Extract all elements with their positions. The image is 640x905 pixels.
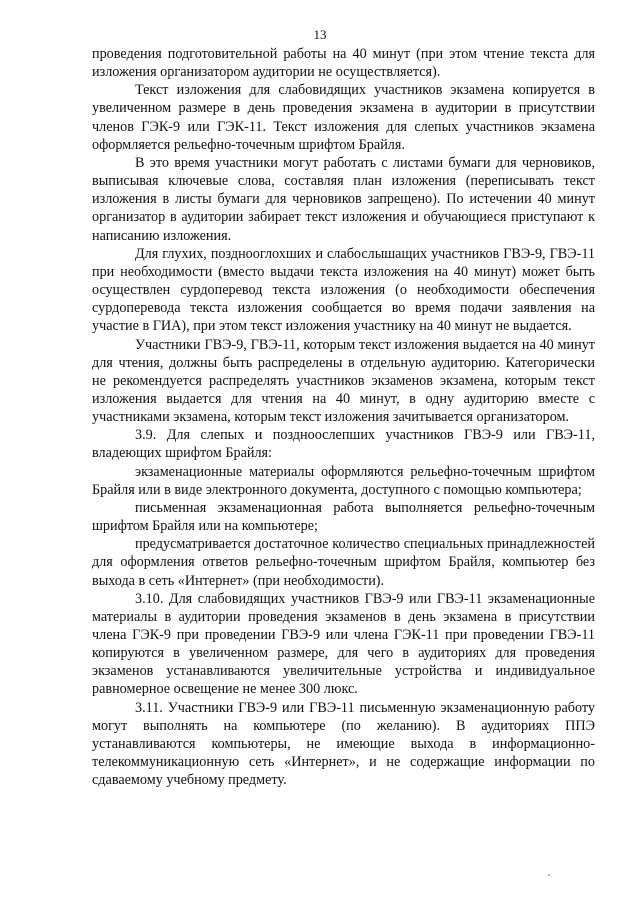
paragraph-copy-text-for-visually-impaired: Текст изложения для слабовидящих участников экзамена копируется в увеличенном размере в день проведения экзамена в аудитории в присутствии членов ГЭК-9 или ГЭК-11. Текст изложения для слепых участников экзамена оформляется рельефно-точечным шрифтом Брайля. bbox=[92, 82, 595, 153]
paragraph-separate-auditorium: Участники ГВЭ-9, ГВЭ-11, которым текст изложения выдается на 40 минут для чтения, должны быть распределены в отдельную аудиторию. Категорически не рекомендуется распределять участников экзаменов экзамена, которым текст изложения выдается для чтения на 40 минут, в одну аудиторию вместе с участниками экзамена, которым текст изложения зачитывается организатором. bbox=[92, 336, 595, 426]
scan-speck bbox=[548, 874, 550, 876]
paragraph-deaf-participants: Для глухих, позднооглохших и слабослышащих участников ГВЭ-9, ГВЭ-11 при необходимости (вместо выдачи текста изложения на 40 минут) может быть осуществлен сурдоперевод текста изложения (о необходимости обеспечения сурдоперевода текста изложения сообщается во время подачи заявления на участие в ГИА), при этом текст изложения участнику на 40 минут не выдается. bbox=[92, 245, 595, 335]
paragraph-section-3-9: 3.9. Для слепых и поздноослепших участников ГВЭ-9 или ГВЭ-11, владеющих шрифтом Брайля: bbox=[92, 427, 595, 462]
paragraph-braille-written-work: письменная экзаменационная работа выполняется рельефно-точечным шрифтом Брайля или на компьютере; bbox=[92, 499, 595, 535]
paragraph-continuation: проведения подготовительной работы на 40 минут (при этом чтение текста для изложения организатором аудитории не осуществляется). bbox=[92, 46, 595, 81]
document-body bbox=[92, 45, 595, 789]
paragraph-braille-accessories: предусматривается достаточное количество специальных принадлежностей для оформления ответов рельефно-точечным шрифтом Брайля, компьютер без выхода в сеть «Интернет» (при необходимости). bbox=[92, 536, 595, 589]
paragraph-section-3-11: 3.11. Участники ГВЭ-9 или ГВЭ-11 письменную экзаменационную работу могут выполнять на компьютере (по желанию). В аудиториях ППЭ устанавливаются компьютеры, не имеющие выхода в информационно-телекоммуникационную сеть «Интернет», и не содержащие информации по сдаваемому учебному предмету. bbox=[92, 699, 595, 789]
paragraph-drafts-work: В это время участники могут работать с листами бумаги для черновиков, выписывая ключевые слова, составляя план изложения (переписывать текст изложения в листы бумаги для черновиков запрещено). По истечении 40 минут организатор в аудитории забирает текст изложения и обучающиеся приступают к написанию изложения. bbox=[92, 154, 595, 244]
paragraph-braille-materials: экзаменационные материалы оформляются рельефно-точечным шрифтом Брайля или в виде электронного документа, доступного с помощью компьютера; bbox=[92, 463, 595, 498]
page-number: 13 bbox=[313, 27, 327, 42]
paragraph-section-3-10: 3.10. Для слабовидящих участников ГВЭ-9 или ГВЭ-11 экзаменационные материалы в аудитории проведения экзаменов в день экзамена в присутствии члена ГЭК-9 при проведении ГВЭ-9 или члена ГЭК-11 при проведении ГВЭ-11 копируются в увеличенном размере, для чего в аудиториях для проведения экзаменов устанавливаются увеличительные устройства и индивидуальное равномерное освещение не менее 300 люкс. bbox=[92, 590, 595, 698]
